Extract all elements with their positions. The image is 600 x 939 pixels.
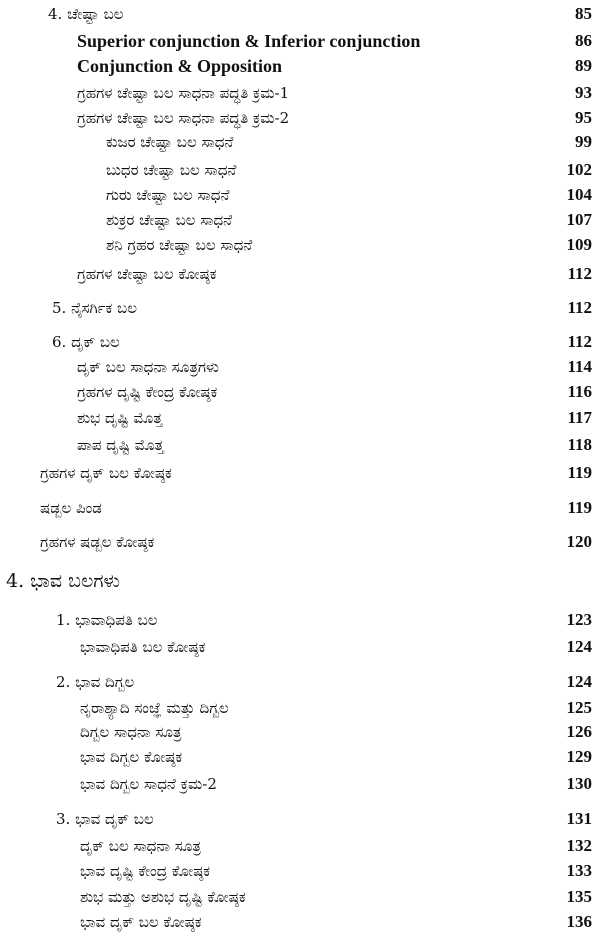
toc-row — [0, 130, 600, 154]
toc-row — [0, 433, 600, 457]
toc-row — [0, 233, 600, 257]
toc-page-number: 112 — [567, 264, 592, 283]
toc-entry-label: 4. ಚೇಷ್ಟಾ ಬಲ — [48, 5, 124, 23]
toc-row — [0, 158, 600, 182]
toc-entry-label: ಗ್ರಹಗಳ ಚೇಷ್ಟಾ ಬಲ ಸಾಧನಾ ಪದ್ಧತಿ ಕ್ರಮ-2 — [77, 109, 290, 127]
toc-entry-label: 2. ಭಾವ ದಿಗ್ಬಲ — [56, 673, 135, 691]
toc-entry-label: ಭಾವ ದಿಗ್ಬಲ ಕೋಷ್ಠಕ — [80, 748, 183, 766]
toc-row — [0, 670, 600, 694]
toc-page-number: 119 — [567, 463, 592, 482]
toc-page-number: 124 — [566, 672, 592, 691]
toc-row — [0, 81, 600, 105]
toc-entry-label: 6. ದೃಕ್ ಬಲ — [52, 333, 120, 351]
toc-page-number: 99 — [575, 132, 592, 151]
toc-row — [0, 330, 600, 354]
toc-page-number: 125 — [566, 698, 592, 717]
toc-entry-label: ಗ್ರಹಗಳ ಚೇಷ್ಟಾ ಬಲ ಸಾಧನಾ ಪದ್ಧತಿ ಕ್ರಮ-1 — [77, 84, 290, 102]
toc-page-number: 118 — [567, 435, 592, 454]
toc-entry-label: ಶುಭ ಮತ್ತು ಅಶುಭ ದೃಷ್ಟಿ ಕೋಷ್ಠಕ — [80, 888, 246, 906]
toc-row — [0, 208, 600, 232]
toc-row — [0, 885, 600, 909]
chapter-heading: 4. ಭಾವ ಬಲಗಳು — [6, 570, 120, 592]
toc-row — [0, 696, 600, 720]
toc-row — [0, 406, 600, 430]
toc-entry-label: ಗ್ರಹಗಳ ದೃಷ್ಟಿ ಕೇಂದ್ರ ಕೋಷ್ಠಕ — [77, 383, 218, 401]
toc-page-number: 93 — [575, 83, 592, 102]
toc-page-number: 117 — [567, 408, 592, 427]
toc-row — [0, 296, 600, 320]
toc-row — [0, 29, 600, 53]
toc-page-number: 131 — [566, 809, 592, 828]
toc-page-number: 136 — [566, 912, 592, 931]
toc-page-number: 120 — [566, 532, 592, 551]
toc-row — [0, 635, 600, 659]
toc-row — [0, 262, 600, 286]
toc-page-number: 112 — [567, 332, 592, 351]
toc-row — [0, 106, 600, 130]
toc-page-number: 112 — [567, 298, 592, 317]
toc-entry-label: ಶುಭ ದೃಷ್ಟಿ ಮೊತ್ತ — [77, 409, 163, 427]
toc-page-number: 123 — [566, 610, 592, 629]
toc-page-number: 95 — [575, 108, 592, 127]
toc-entry-label: ಷಡ್ಬಲ ಪಿಂಡ — [40, 499, 102, 517]
toc-entry-label: 5. ನೈಸರ್ಗಿಕ ಬಲ — [52, 299, 137, 317]
toc-entry-label: 3. ಭಾವ ದೃಕ್ ಬಲ — [56, 810, 154, 828]
toc-page-number: 89 — [575, 56, 592, 75]
toc-row — [0, 530, 600, 554]
toc-page-number: 126 — [566, 722, 592, 741]
toc-row — [0, 745, 600, 769]
toc-entry-label: Conjunction & Opposition — [77, 56, 283, 76]
toc-page-number: 104 — [566, 185, 592, 204]
toc-row — [0, 2, 600, 26]
toc-page-number: 124 — [566, 637, 592, 656]
toc-entry-label: ಭಾವ ದಿಗ್ಬಲ ಸಾಧನೆ ಕ್ರಮ-2 — [80, 775, 217, 793]
toc-page-number: 102 — [566, 160, 592, 179]
toc-entry-label: ಬುಧರ ಚೇಷ್ಟಾ ಬಲ ಸಾಧನೆ — [106, 161, 237, 179]
toc-page-number: 114 — [567, 357, 592, 376]
toc-row — [0, 910, 600, 934]
toc-page-number: 129 — [566, 747, 592, 766]
toc-entry-label: ಶುಕ್ರರ ಚೇಷ್ಟಾ ಬಲ ಸಾಧನೆ — [106, 211, 233, 229]
toc-page-number: 119 — [567, 498, 592, 517]
toc-entry-label: ಶನಿ ಗ್ರಹರ ಚೇಷ್ಟಾ ಬಲ ಸಾಧನೆ — [106, 236, 253, 254]
toc-page-number: 132 — [566, 836, 592, 855]
toc-entry-label: ದೃಕ್ ಬಲ ಸಾಧನಾ ಸೂತ್ರಗಳು — [77, 358, 219, 376]
toc-row — [0, 608, 600, 632]
toc-row — [0, 720, 600, 744]
toc-page-number: 86 — [575, 31, 592, 50]
toc-row — [0, 461, 600, 485]
toc-row — [0, 567, 600, 595]
toc-row — [0, 380, 600, 404]
toc-row — [0, 834, 600, 858]
toc-row — [0, 772, 600, 796]
toc-page-number: 109 — [566, 235, 592, 254]
toc-entry-label: ಭಾವ ದೃಷ್ಟಿ ಕೇಂದ್ರ ಕೋಷ್ಠಕ — [80, 862, 211, 880]
toc-entry-label: ಗ್ರಹಗಳ ಚೇಷ್ಟಾ ಬಲ ಕೋಷ್ಠಕ — [77, 265, 217, 283]
toc-page-number: 116 — [567, 382, 592, 401]
toc-row — [0, 496, 600, 520]
toc-page-number: 130 — [566, 774, 592, 793]
toc-row — [0, 183, 600, 207]
toc-entry-label: 1. ಭಾವಾಧಿಪತಿ ಬಲ — [56, 611, 158, 629]
toc-page-number: 85 — [575, 4, 592, 23]
toc-entry-label: ದೃಕ್ ಬಲ ಸಾಧನಾ ಸೂತ್ರ — [80, 837, 201, 855]
toc-page-number: 107 — [566, 210, 592, 229]
toc-entry-label: ಭಾವಾಧಿಪತಿ ಬಲ ಕೋಷ್ಠಕ — [80, 638, 206, 656]
toc-page-number: 135 — [566, 887, 592, 906]
toc-entry-label: ಭಾವ ದೃಕ್ ಬಲ ಕೋಷ್ಠಕ — [80, 913, 202, 931]
toc-entry-label: ಪಾಪ ದೃಷ್ಟಿ ಮೊತ್ತ — [77, 436, 164, 454]
toc-row — [0, 54, 600, 78]
toc-page-number: 133 — [566, 861, 592, 880]
toc-row — [0, 859, 600, 883]
toc-entry-label: ಕುಜರ ಚೇಷ್ಟಾ ಬಲ ಸಾಧನೆ — [106, 133, 234, 151]
toc-entry-label: ಗುರು ಚೇಷ್ಟಾ ಬಲ ಸಾಧನೆ — [106, 186, 230, 204]
toc-entry-label: ಗ್ರಹಗಳ ಷಡ್ಬಲ ಕೋಷ್ಠಕ — [40, 533, 155, 551]
toc-row — [0, 807, 600, 831]
toc-entry-label: ಗ್ರಹಗಳ ದೃಕ್ ಬಲ ಕೋಷ್ಠಕ — [40, 464, 172, 482]
toc-entry-label: Superior conjunction & Inferior conjunction — [77, 31, 421, 51]
toc-entry-label: ದಿಗ್ಬಲ ಸಾಧನಾ ಸೂತ್ರ — [80, 723, 182, 741]
toc-entry-label: ನೃರಾಶ್ಯಾದಿ ಸಂಜ್ಞೆ ಮತ್ತು ದಿಗ್ಬಲ — [80, 699, 229, 717]
toc-row — [0, 355, 600, 379]
